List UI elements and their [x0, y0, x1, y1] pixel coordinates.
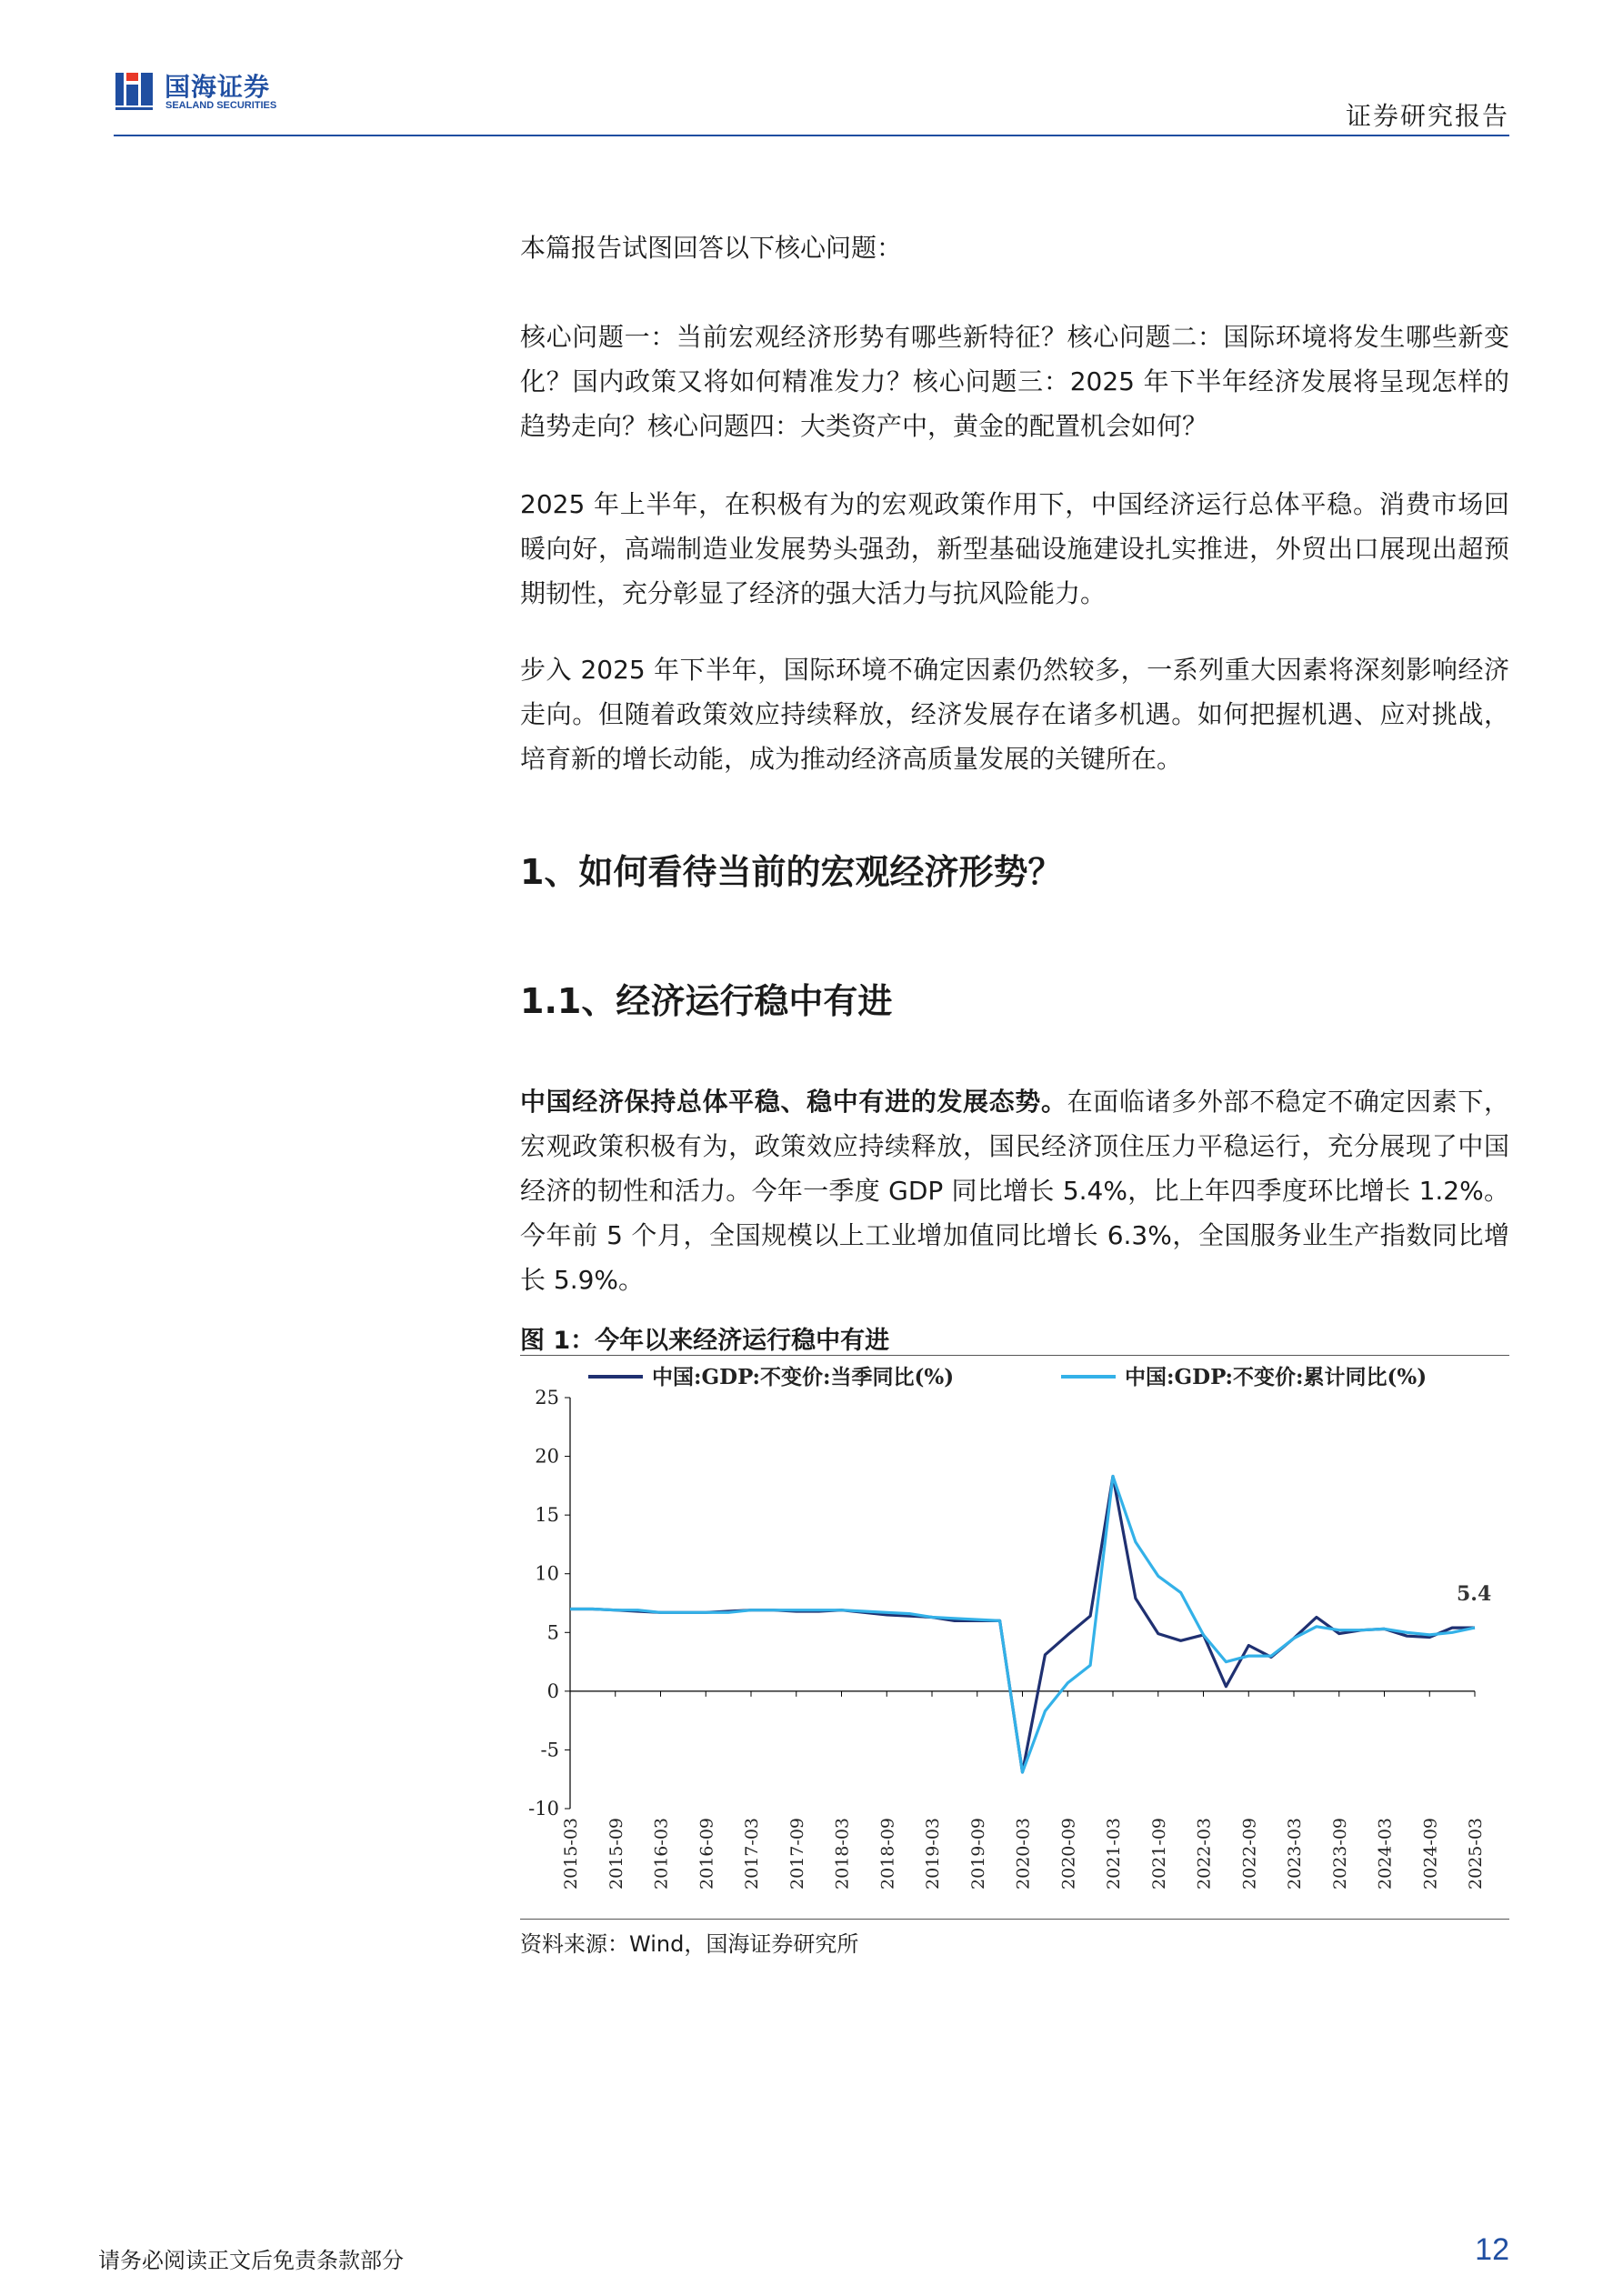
x-tick-label: 2019-09 — [967, 1818, 988, 1890]
y-tick-label: -10 — [528, 1798, 559, 1820]
intro-paragraph-1: 2025 年上半年，在积极有为的宏观政策作用下，中国经济运行总体平稳。消费市场回暖向好，高端制造业发展势头强劲，新型基础设施建设扎实推进，外贸出口展现出超预期韧性，充分彰显了经济的强大活力与抗风险能力。 — [520, 489, 1509, 608]
figure-source: 资料来源：Wind，国海证券研究所 — [520, 1931, 859, 1957]
x-tick-label: 2020-09 — [1058, 1818, 1079, 1890]
y-tick-label: 25 — [535, 1387, 559, 1409]
y-tick-label: 20 — [535, 1445, 559, 1468]
sealand-logo-icon — [114, 69, 155, 111]
legend-label-2: 中国:GDP:不变价:累计同比(%) — [1125, 1365, 1428, 1389]
x-tick-label: 2016-03 — [651, 1818, 672, 1890]
section-paragraph-body: 在面临诸多外部不稳定不确定因素下，宏观政策积极有为，政策效应持续释放，国民经济顶住压力平稳运行，充分展现了中国经济的韧性和活力。今年一季度 GDP 同比增长 5.4%，比上年四季度环比增长 1.2%。今年前 5 个月，全国规模以上工业增加值同比增长 6.3%，全国服务业生产指数同比增长 5.9%。 — [520, 1087, 1509, 1295]
x-tick-label: 2022-03 — [1194, 1818, 1215, 1890]
y-tick-label: 0 — [546, 1679, 559, 1702]
x-tick-label: 2019-03 — [923, 1818, 943, 1890]
x-tick-label: 2015-03 — [561, 1818, 581, 1890]
figure-top-rule — [520, 1355, 1509, 1356]
x-tick-label: 2017-03 — [742, 1818, 762, 1890]
logo-english-name: SEALAND SECURITIES — [165, 100, 277, 111]
figure-bottom-rule — [520, 1919, 1509, 1920]
x-tick-label: 2018-09 — [877, 1818, 898, 1890]
legend-label-1: 中国:GDP:不变价:当季同比(%) — [652, 1365, 955, 1389]
series-line-2 — [570, 1477, 1475, 1773]
x-tick-label: 2017-09 — [786, 1818, 807, 1890]
x-tick-label: 2016-09 — [696, 1818, 717, 1890]
section-paragraph — [520, 1079, 1509, 1302]
x-tick-label: 2021-03 — [1104, 1818, 1124, 1890]
x-tick-label: 2022-09 — [1239, 1818, 1260, 1890]
intro-lead: 本篇报告试图回答以下核心问题： — [520, 233, 903, 263]
section-heading: 1、如何看待当前的宏观经济形势？ — [520, 852, 1063, 892]
last-value-annotation: 5.4 — [1457, 1582, 1492, 1607]
x-tick-label: 2025-03 — [1466, 1818, 1486, 1890]
page-number: 12 — [1475, 2232, 1509, 2267]
x-tick-label: 2024-03 — [1375, 1818, 1396, 1890]
series-line-1 — [570, 1477, 1475, 1773]
intro-paragraph-2: 步入 2025 年下半年，国际环境不确定因素仍然较多，一系列重大因素将深刻影响经济走向。但随着政策效应持续释放，经济发展存在诸多机遇。如何把握机遇、应对挑战，培育新的增长动能，成为推动经济高质量发展的关键所在。 — [520, 655, 1509, 774]
header-divider — [114, 135, 1509, 136]
y-tick-label: 15 — [535, 1504, 559, 1527]
x-tick-label: 2015-09 — [606, 1818, 626, 1890]
figure-title: 图 1：今年以来经济运行稳中有进 — [520, 1327, 890, 1355]
y-tick-label: 10 — [535, 1562, 559, 1585]
logo-chinese-name: 国海证券 — [165, 72, 271, 102]
page-header — [114, 65, 1509, 136]
x-tick-label: 2021-09 — [1148, 1818, 1169, 1890]
y-tick-label: -5 — [540, 1739, 559, 1761]
x-tick-label: 2024-09 — [1420, 1818, 1441, 1890]
gdp-line-chart — [520, 1357, 1509, 1917]
y-tick-label: 5 — [546, 1621, 559, 1644]
sealand-logo — [114, 65, 296, 116]
report-type-title: 证券研究报告 — [1345, 101, 1509, 131]
x-tick-label: 2023-09 — [1329, 1818, 1350, 1890]
footer-disclaimer: 请务必阅读正文后免责条款部分 — [98, 2248, 404, 2273]
section-paragraph-lead: 中国经济保持总体平稳、稳中有进的发展态势。 — [520, 1087, 1067, 1117]
x-tick-label: 2018-03 — [832, 1818, 853, 1890]
intro-questions: 核心问题一：当前宏观经济形势有哪些新特征？核心问题二：国际环境将发生哪些新变化？国内政策又将如何精准发力？核心问题三：2025 年下半年经济发展将呈现怎样的趋势走向？核心问题四：大类资产中，黄金的配置机会如何？ — [520, 322, 1509, 441]
x-tick-label: 2020-03 — [1013, 1818, 1034, 1890]
x-tick-label: 2023-03 — [1285, 1818, 1305, 1890]
subsection-heading: 1.1、经济运行稳中有进 — [520, 981, 893, 1021]
